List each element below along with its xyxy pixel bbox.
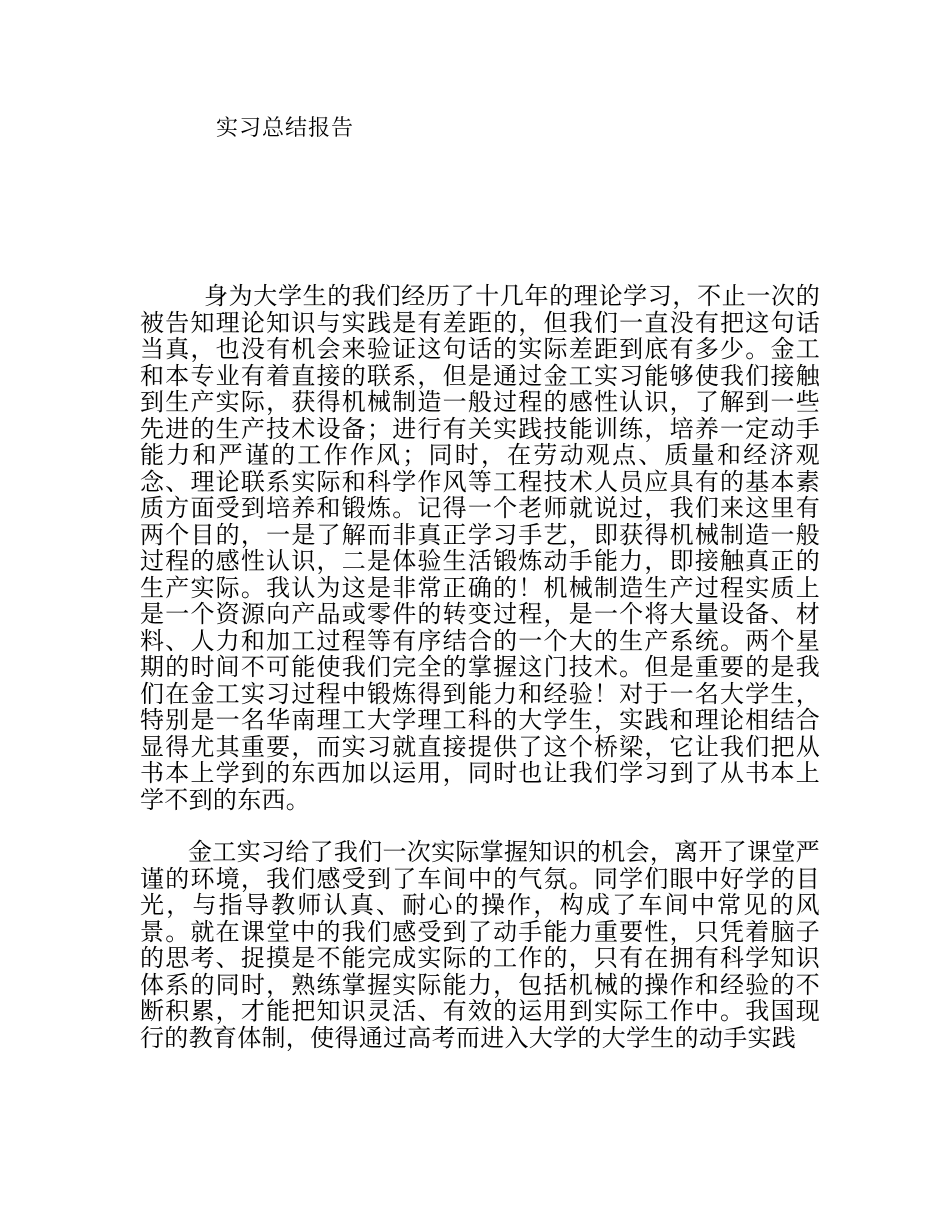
paragraph-2: 金工实习给了我们一次实际掌握知识的机会，离开了课堂严谨的环境，我们感受到了车间中的气氛。同学们眼中好学的目光，与指导教师认真、耐心的操作，构成了车间中常见的风景。就在课堂中的我们感受到了动手能力重要性，只凭着脑子的思考、捉摸是不能完成实际的工作的，只有在拥有科学知识体系的同时，熟练掌握实际能力，包括机械的操作和经验的不断积累，才能把知识灵活、有效的运用到实际工作中。我国现行的教育体制，使得通过高考而进入大学的大学生的动手实践	[140, 838, 820, 1052]
document-body	[140, 283, 820, 1051]
document-title: 实习总结报告	[216, 116, 355, 141]
paragraph-1: 身为大学生的我们经历了十几年的理论学习，不止一次的被告知理论知识与实践是有差距的，但我们一直没有把这句话当真，也没有机会来验证这句话的实际差距到底有多少。金工和本专业有着直接的联系，但是通过金工实习能够使我们接触到生产实际，获得机械制造一般过程的感性认识，了解到一些先进的生产技术设备；进行有关实践技能训练，培养一定动手能力和严谨的工作作风；同时，在劳动观点、质量和经济观念、理论联系实际和科学作风等工程技术人员应具有的基本素质方面受到培养和锻炼。记得一个老师就说过，我们来这里有两个目的，一是了解而非真正学习手艺，即获得机械制造一般过程的感性认识，二是体验生活锻炼动手能力，即接触真正的生产实际。我认为这是非常正确的！机械制造生产过程实质上是一个资源向产品或零件的转变过程，是一个将大量设备、材料、人力和加工过程等有序结合的一个大的生产系统。两个星期的时间不可能使我们完全的掌握这门技术。但是重要的是我们在金工实习过程中锻炼得到能力和经验！对于一名大学生，特别是一名华南理工大学理工科的大学生，实践和理论相结合显得尤其重要，而实习就直接提供了这个桥梁，它让我们把从书本上学到的东西加以运用，同时也让我们学习到了从书本上学不到的东西。	[140, 282, 820, 814]
